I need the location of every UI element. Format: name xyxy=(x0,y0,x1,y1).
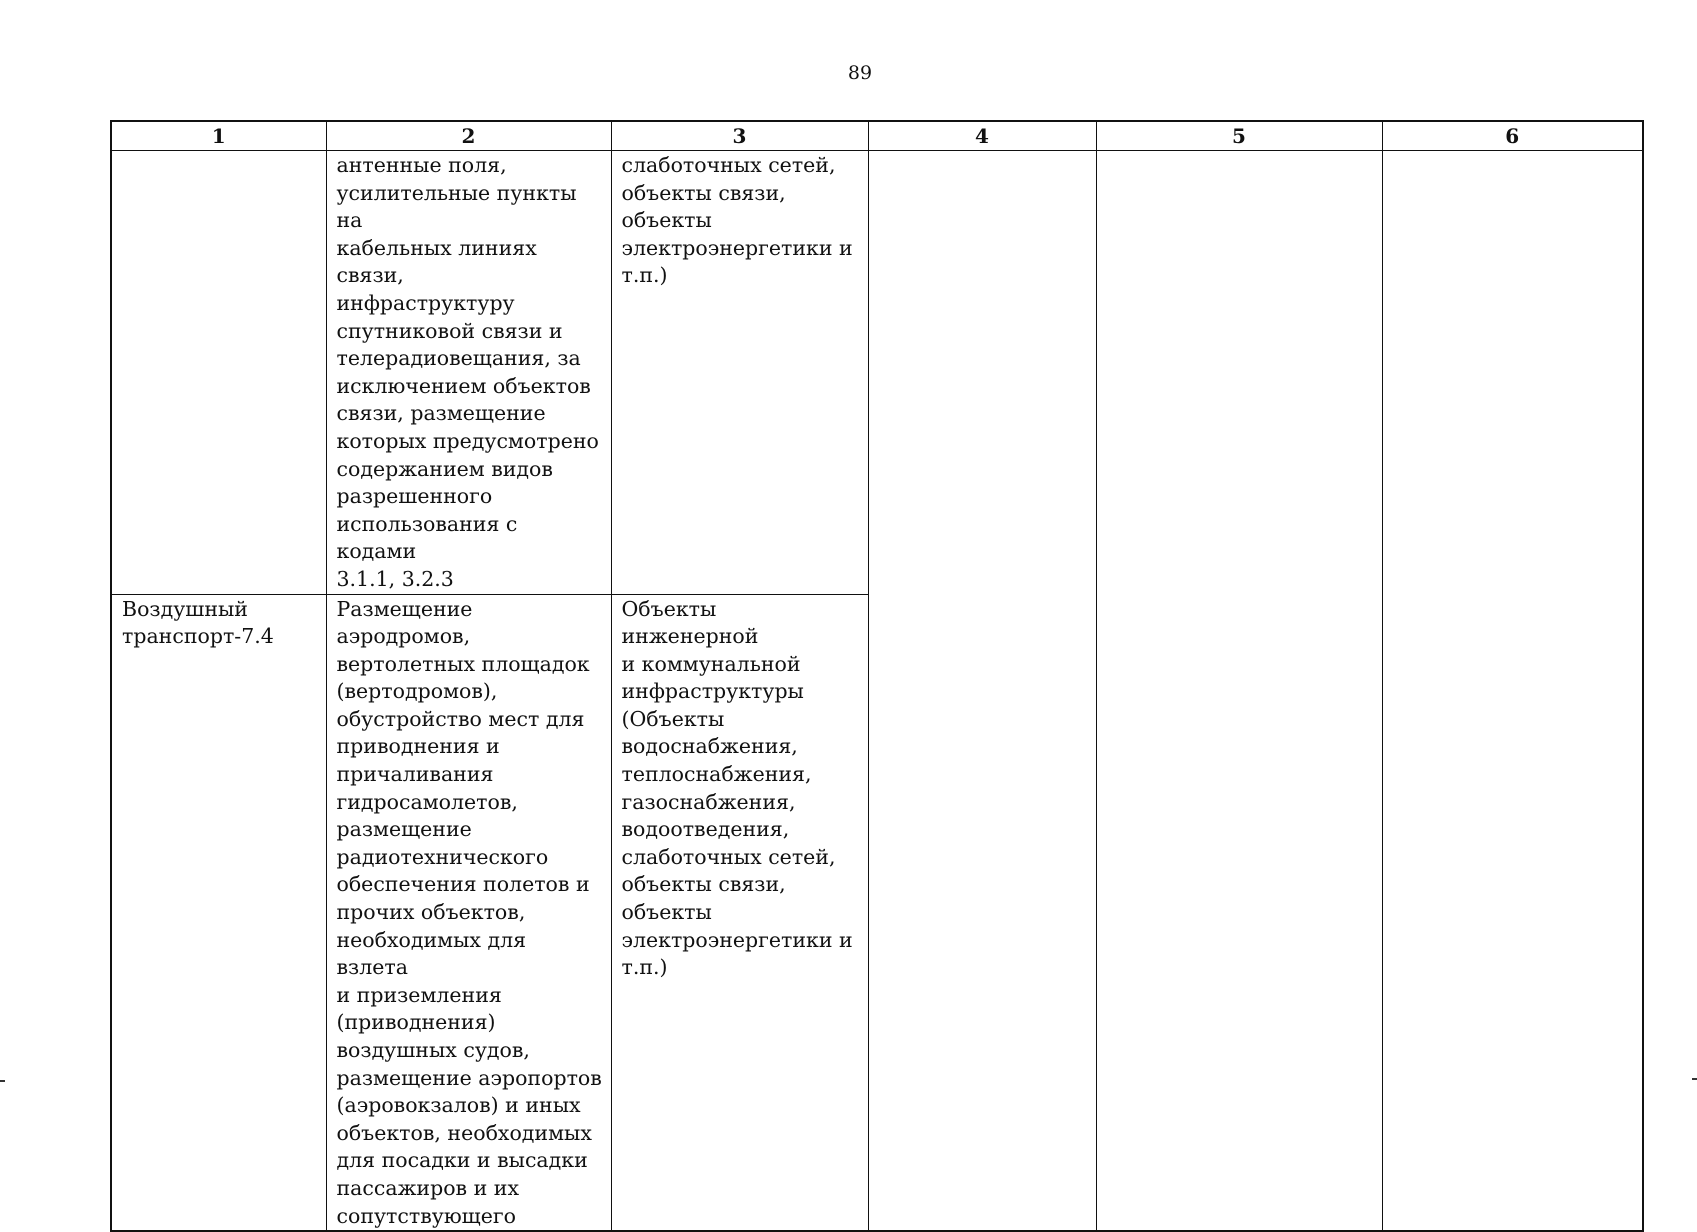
cell-row2-col3 xyxy=(611,594,868,1231)
header-col-1: 1 xyxy=(111,121,326,151)
scan-edge-mark-left xyxy=(0,1080,5,1082)
header-col-6: 6 xyxy=(1382,121,1643,151)
header-col-2: 2 xyxy=(326,121,611,151)
cell-col5 xyxy=(1096,151,1382,1232)
cell-row1-col2 xyxy=(326,151,611,595)
header-col-3: 3 xyxy=(611,121,868,151)
cell-row1-col3 xyxy=(611,151,868,595)
cell-col6 xyxy=(1382,151,1643,1232)
document-table xyxy=(110,120,1644,1232)
page-number: 89 xyxy=(847,62,873,84)
cell-row2-col1 xyxy=(111,594,326,1231)
header-col-5: 5 xyxy=(1096,121,1382,151)
cell-row1-col1 xyxy=(111,151,326,595)
table-header-row xyxy=(111,121,1643,151)
cell-text: Размещение аэродромов, вертолетных площадок (вертодромов), обустройство мест для приводнения и причаливания гидросамолетов, размещение радиотехнического обеспечения полетов и прочих объектов, необходимых для взлета и приземления (приводнения) воздушных судов, размещение аэропортов (аэровокзалов) и иных объектов, необходимых для посадки и высадки пассажиров и их сопутствующего xyxy=(336,596,602,1228)
cell-text: Воздушный транспорт-7.4 xyxy=(122,596,274,649)
cell-text: Объекты инженерной и коммунальной инфраструктуры (Объекты водоснабжения, теплоснабжения, газоснабжения, водоотведения, слаботочных сетей, объекты связи, объекты электроэнергетики и т.п.) xyxy=(621,596,853,980)
cell-row2-col2 xyxy=(326,594,611,1231)
table-row xyxy=(111,151,1643,595)
cell-text: слаботочных сетей, объекты связи, объекты электроэнергетики и т.п.) xyxy=(621,153,853,288)
cell-text: антенные поля, усилительные пункты на кабельных линиях связи, инфраструктуру спутниковой связи и телерадиовещания, за исключением объектов связи, размещение которых предусмотрено содержанием видов разрешенного использования с кодами 3.1.1, 3.2.3 xyxy=(336,153,599,591)
header-col-4: 4 xyxy=(868,121,1096,151)
cell-col4 xyxy=(868,151,1096,1232)
scan-edge-mark-right xyxy=(1692,1078,1697,1080)
